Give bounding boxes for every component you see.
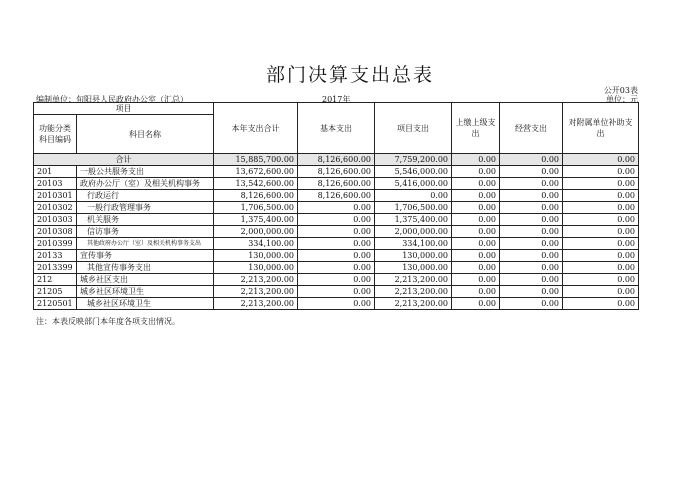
row-project: 1,706,500.00: [375, 202, 452, 214]
unit-label: 单位：: [606, 95, 630, 104]
form-code: 公开03表: [603, 86, 638, 95]
row-business: 0.00: [500, 274, 563, 286]
row-code: 2010302: [34, 202, 77, 214]
row-subsidy: 0.00: [563, 286, 639, 298]
row-subsidy: 0.00: [563, 190, 639, 202]
row-project: 130,000.00: [375, 262, 452, 274]
row-upper: 0.00: [452, 226, 500, 238]
header-business: 经营支出: [500, 103, 563, 154]
row-subsidy: 0.00: [563, 298, 639, 310]
row-basic: 8,126,600.00: [298, 190, 375, 202]
row-subsidy: 0.00: [563, 250, 639, 262]
row-basic: 0.00: [298, 250, 375, 262]
row-basic: 0.00: [298, 214, 375, 226]
row-subsidy: 0.00: [563, 262, 639, 274]
table-row: [34, 298, 639, 310]
row-project: 334,100.00: [375, 238, 452, 250]
row-business: 0.00: [500, 250, 563, 262]
row-basic: 0.00: [298, 262, 375, 274]
row-name: 宣传事务: [77, 250, 214, 262]
total-business: 0.00: [500, 154, 563, 166]
row-code: 2010303: [34, 214, 77, 226]
row-code: 20103: [34, 178, 77, 190]
row-name: 其他宣传事务支出: [77, 262, 214, 274]
row-name: 行政运行: [77, 190, 214, 202]
table-row: [34, 202, 639, 214]
row-upper: 0.00: [452, 262, 500, 274]
row-name: 城乡社区支出: [77, 274, 214, 286]
row-subsidy: 0.00: [563, 202, 639, 214]
row-code: 2010301: [34, 190, 77, 202]
row-total: 2,213,200.00: [214, 286, 298, 298]
row-total: 13,542,600.00: [214, 178, 298, 190]
row-business: 0.00: [500, 178, 563, 190]
table-row: [34, 166, 639, 178]
row-name: 政府办公厅（室）及相关机构事务: [77, 178, 214, 190]
row-business: 0.00: [500, 238, 563, 250]
header-basic: 基本支出: [298, 103, 375, 154]
row-project: 0.00: [375, 190, 452, 202]
table-row: [34, 250, 639, 262]
row-subsidy: 0.00: [563, 166, 639, 178]
header-subsidy: 对附属单位补助支出: [563, 103, 639, 154]
row-basic: 0.00: [298, 274, 375, 286]
header-upper: 上缴上级支出: [452, 103, 500, 154]
row-project: 2,000,000.00: [375, 226, 452, 238]
total-basic: 8,126,600.00: [298, 154, 375, 166]
table-row: [34, 286, 639, 298]
table-note: 注：本表反映部门本年度各项支出情况。: [36, 317, 180, 326]
row-name: 一般公共服务支出: [77, 166, 214, 178]
table-row: [34, 178, 639, 190]
row-total: 2,213,200.00: [214, 274, 298, 286]
table-row: [34, 190, 639, 202]
row-code: 201: [34, 166, 77, 178]
header-total: 本年支出合计: [214, 103, 298, 154]
row-basic: 8,126,600.00: [298, 178, 375, 190]
row-total: 13,672,600.00: [214, 166, 298, 178]
total-project: 7,759,200.00: [375, 154, 452, 166]
row-upper: 0.00: [452, 178, 500, 190]
row-project: 2,213,200.00: [375, 274, 452, 286]
row-business: 0.00: [500, 286, 563, 298]
row-upper: 0.00: [452, 214, 500, 226]
row-project: 2,213,200.00: [375, 298, 452, 310]
row-business: 0.00: [500, 298, 563, 310]
table-row: [34, 214, 639, 226]
total-upper: 0.00: [452, 154, 500, 166]
row-code: 2010399: [34, 238, 77, 250]
row-code: 2120501: [34, 298, 77, 310]
row-code: 2010308: [34, 226, 77, 238]
row-code: 21205: [34, 286, 77, 298]
row-basic: 8,126,600.00: [298, 166, 375, 178]
row-project: 130,000.00: [375, 250, 452, 262]
page-title: 部门决算支出总表: [265, 64, 434, 86]
row-basic: 0.00: [298, 238, 375, 250]
header-project-expense: 项目支出: [375, 103, 452, 154]
row-subsidy: 0.00: [563, 214, 639, 226]
row-code: 20133: [34, 250, 77, 262]
row-code: 2013399: [34, 262, 77, 274]
row-total: 334,100.00: [214, 238, 298, 250]
table-row: [34, 226, 639, 238]
row-upper: 0.00: [452, 250, 500, 262]
total-subsidy: 0.00: [563, 154, 639, 166]
row-business: 0.00: [500, 262, 563, 274]
row-business: 0.00: [500, 202, 563, 214]
row-name: 机关服务: [77, 214, 214, 226]
row-upper: 0.00: [452, 238, 500, 250]
org-name: 旬阳县人民政府办公室（汇总）: [76, 95, 188, 104]
total-label: 合计: [34, 154, 214, 166]
row-total: 130,000.00: [214, 262, 298, 274]
row-total: 8,126,600.00: [214, 190, 298, 202]
header-code: 功能分类科目编码: [34, 115, 77, 154]
row-basic: 0.00: [298, 298, 375, 310]
table-row: [34, 238, 639, 250]
row-basic: 0.00: [298, 202, 375, 214]
table-row: [34, 274, 639, 286]
row-basic: 0.00: [298, 286, 375, 298]
row-upper: 0.00: [452, 298, 500, 310]
table-row: [34, 262, 639, 274]
total-total: 15,885,700.00: [214, 154, 298, 166]
row-subsidy: 0.00: [563, 274, 639, 286]
row-name: 城乡社区环境卫生: [77, 298, 214, 310]
row-upper: 0.00: [452, 166, 500, 178]
row-business: 0.00: [500, 166, 563, 178]
row-subsidy: 0.00: [563, 238, 639, 250]
row-project: 2,213,200.00: [375, 286, 452, 298]
row-code: 212: [34, 274, 77, 286]
row-name: 其他政府办公厅（室）及相关机构事务支出: [77, 238, 214, 250]
row-total: 2,000,000.00: [214, 226, 298, 238]
row-total: 1,375,400.00: [214, 214, 298, 226]
org-label: 编制单位：: [36, 95, 76, 104]
row-upper: 0.00: [452, 286, 500, 298]
year: 2017年: [322, 95, 351, 104]
row-business: 0.00: [500, 190, 563, 202]
row-subsidy: 0.00: [563, 178, 639, 190]
row-business: 0.00: [500, 214, 563, 226]
row-total: 130,000.00: [214, 250, 298, 262]
row-name: 信访事务: [77, 226, 214, 238]
row-total: 1,706,500.00: [214, 202, 298, 214]
total-row: [34, 154, 639, 166]
row-business: 0.00: [500, 226, 563, 238]
unit-value: 元: [630, 95, 638, 104]
row-upper: 0.00: [452, 274, 500, 286]
row-name: 城乡社区环境卫生: [77, 286, 214, 298]
row-basic: 0.00: [298, 226, 375, 238]
row-name: 一般行政管理事务: [77, 202, 214, 214]
row-upper: 0.00: [452, 202, 500, 214]
row-project: 1,375,400.00: [375, 214, 452, 226]
header-name: 科目名称: [77, 115, 214, 154]
row-project: 5,416,000.00: [375, 178, 452, 190]
row-upper: 0.00: [452, 190, 500, 202]
row-total: 2,213,200.00: [214, 298, 298, 310]
row-project: 5,546,000.00: [375, 166, 452, 178]
expenditure-table: [33, 102, 639, 310]
row-subsidy: 0.00: [563, 226, 639, 238]
header-project: 项目: [34, 103, 214, 115]
